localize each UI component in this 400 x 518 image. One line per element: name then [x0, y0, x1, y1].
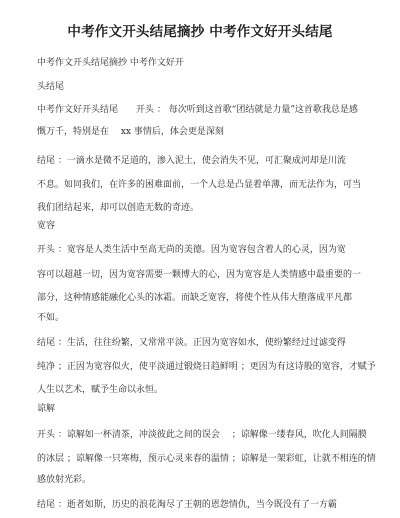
section-heading: 宽容 [37, 221, 56, 231]
text-line: 头结尾 [37, 82, 65, 92]
text-line: 部分，这种情感能融化心头的冰霜。而缺乏宽容，将使个性从伟大堕落成平凡都 [37, 293, 353, 303]
section-heading: 谅解 [37, 404, 56, 414]
text-line: 中考作文开头结尾摘抄 中考作文好开 [37, 58, 184, 68]
text-line: 感放射光彩。 [37, 475, 92, 485]
text-line: 结尾 ：生活，往往纷繁，又常常平淡。正因为宽容如水，使纷繁经过过滤变得 [37, 338, 346, 348]
text-line: 结尾 ：一滴水是微不足道的，渗入泥土，使会消失不见，可汇聚成河却是川流 [37, 156, 346, 166]
text-line: 中考作文好开头结尾 开头 ： 每次听到这首歌“团结就是力量”这首歌我总是感 [37, 105, 358, 115]
text-line: 纯净 ；正因为宽容似火，使平淡通过锻烧日趋鲜明 ；更因为有这诗般的宽容，才赋予 [37, 362, 376, 372]
text-line: 开头 ：宽容是人类生活中至高无尚的美德。因为宽容包含着人的心灵，因为宽 [37, 245, 346, 255]
text-line: 的冰层 ；谅解像一只寒梅，预示心灵来春的温情 ；谅解是一架彩虹，让就不相连的情 [37, 454, 376, 464]
document-title: 中考作文开头结尾摘抄 中考作文好开头结尾 [67, 24, 333, 40]
text-line: 结尾 ：逝者如斯，历史的浪花淘尽了王朝的恩怨情仇，当今既没有了一方霸 [37, 500, 337, 510]
text-line: 我们团结起来，却可以创造无数的奇迹。 [37, 203, 200, 213]
text-line: 慨万千，特别是在 xx 事情后，体会更是深刻 [37, 127, 224, 137]
text-line: 容可以超越一切，因为宽容需要一颗博大的心，因为宽容是人类情感中最重要的一 [37, 270, 362, 280]
text-line: 不息。如同我们，在许多的困难面前，一个人总是凸显着单薄，而无法作为，可当 [37, 180, 362, 190]
text-line: 人生以艺术，赋予生命以永恒。 [37, 385, 164, 395]
text-line: 不如。 [37, 313, 65, 323]
text-line: 开头 ：谅解如一杯清茶，冲淡彼此之间的误会 ；谅解像一缕春风，吹化人间隔膜 [37, 430, 367, 440]
